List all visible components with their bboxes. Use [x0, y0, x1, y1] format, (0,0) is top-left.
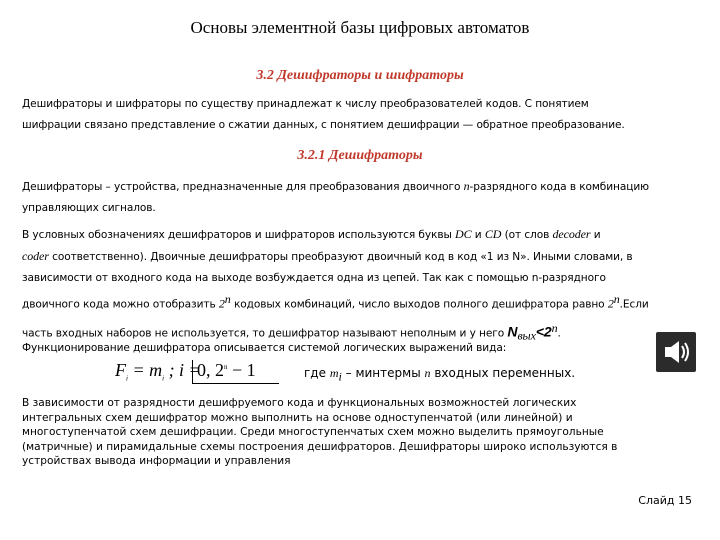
text: где: [304, 366, 330, 380]
intro-line: шифрации связано представление о сжатии данных, с понятием дешифрации — обратное преобразование.: [22, 119, 625, 131]
range-box: [192, 360, 279, 384]
speaker-button[interactable]: [656, 332, 696, 372]
bottom-line: В зависимости от разрядности дешифруемого кода и функциональных возможностей логических: [22, 397, 577, 409]
notation-paragraph: [22, 224, 698, 347]
formula-f: F: [115, 360, 126, 380]
bottom-line: интегральных схем дешифратор можно выполнить на основе одноступенчатой (или линейной) и: [22, 411, 573, 424]
notation-line: [22, 224, 698, 246]
coder-word: coder: [22, 249, 49, 263]
bottom-paragraph: [22, 396, 702, 469]
formula-semi: ; i =: [164, 360, 201, 380]
text: часть входных наборов не используется, то дешифратор называют неполным и у него: [22, 327, 508, 340]
superscript-n: n: [613, 292, 620, 306]
intro-line: Дешифраторы и шифраторы по существу принадлежат к числу преобразователей кодов. С понятием: [22, 98, 589, 110]
formula-sup: n: [224, 363, 228, 371]
two: 2: [218, 296, 225, 311]
decoder-word: decoder: [552, 227, 591, 241]
formula-range: 0, 2: [197, 360, 224, 380]
notation-line: [22, 246, 698, 268]
decoder-formula: [115, 360, 275, 384]
subscript-i: i: [338, 369, 342, 384]
formula-sub: i: [162, 374, 165, 383]
slide-number: Слайд 15: [638, 494, 692, 507]
cd-label: CD: [484, 227, 502, 241]
definition-paragraph: [22, 176, 698, 219]
bottom-line: устройствах вывода информации и управления: [22, 455, 291, 468]
n-outputs: N: [507, 323, 518, 340]
page-title: Основы элементной базы цифровых автоматов: [190, 18, 530, 37]
two: 2: [607, 296, 614, 311]
subsection-heading: 3.2.1 Дешифраторы: [297, 148, 423, 163]
text: -разрядного кода в комбинацию: [469, 181, 649, 193]
formula-sub: i: [126, 374, 128, 383]
text: .: [557, 327, 561, 340]
notation-line: зависимости от входного кода на выходе возбуждается одна из цепей. Так как с помощью n-разрядного: [22, 272, 606, 284]
text: кодовых комбинаций, число выходов полного дешифратора равно: [230, 298, 608, 311]
dc-label: DC: [455, 227, 472, 241]
section-heading: 3.2 Дешифраторы и шифраторы: [256, 68, 464, 83]
bottom-line: многоступенчатой схем дешифрации. Среди многоступенчатых схем можно выделить прямоугольные: [22, 426, 604, 439]
text: и: [471, 229, 485, 241]
minterm-note: [304, 366, 575, 384]
subscript-vyh: вых: [517, 328, 536, 343]
text: входных переменных.: [430, 366, 576, 380]
function-line: Функционирование дешифратора описывается системой логических выражений вида:: [22, 342, 507, 354]
text: двоичного кода можно отобразить: [22, 298, 219, 311]
variable-m: m: [329, 366, 339, 380]
notation-line: [22, 289, 698, 316]
less-than-two: <2: [535, 323, 552, 340]
function-text: [22, 338, 698, 359]
text: – минтермы: [341, 366, 425, 380]
variable-n: n: [463, 179, 470, 193]
text: соответственно). Двоичные дешифраторы преобразуют двоичный код в код «1 из N». Иными словами, в: [48, 251, 633, 263]
text: .Если: [619, 298, 649, 311]
definition-line: управляющих сигналов.: [22, 202, 156, 214]
text: В условных обозначениях дешифраторов и шифраторов используются буквы: [22, 229, 455, 241]
speaker-icon: [656, 332, 696, 372]
text: и: [590, 229, 601, 241]
intro-paragraph: [22, 94, 698, 136]
bottom-line: (матричные) и пирамидальные схемы построения дешифраторов. Дешифраторы широко используются в: [22, 440, 618, 453]
variable-n: n: [424, 366, 431, 380]
definition-line: [22, 176, 698, 198]
superscript-n: n: [224, 292, 231, 306]
text: Дешифраторы – устройства, предназначенные для преобразования двоичного: [22, 181, 464, 193]
formula-eq: = m: [127, 360, 163, 380]
formula-minus: − 1: [227, 360, 256, 380]
text: (от слов: [501, 229, 553, 241]
superscript-n: n: [551, 320, 558, 335]
